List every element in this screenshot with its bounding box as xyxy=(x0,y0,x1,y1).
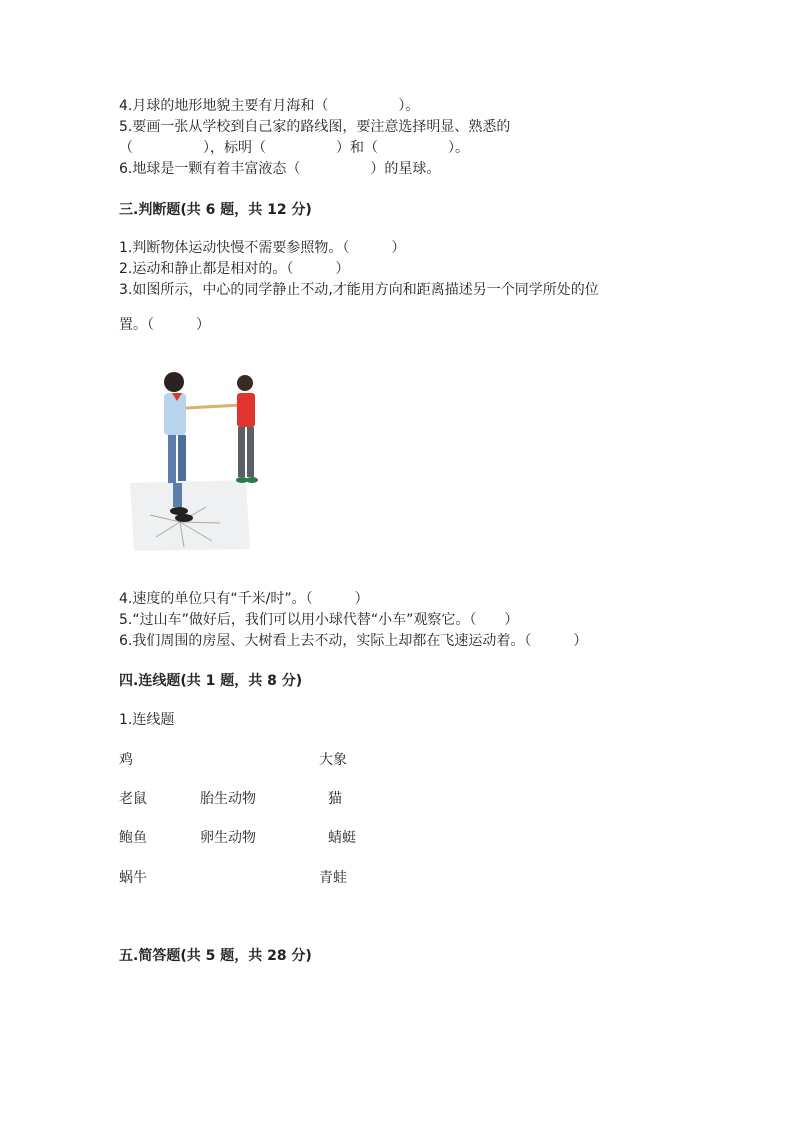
middle-item-oviparous: 卵生动物 xyxy=(200,830,256,846)
judge-question-4: 4.速度的单位只有“千米/时”。（ ） xyxy=(119,591,369,607)
judge-question-1: 1.判断物体运动快慢不需要参照物。（ ） xyxy=(119,240,406,256)
question-4-moon: 4.月球的地形地貌主要有月海和（ ）。 xyxy=(119,98,420,114)
question-5-line2: （ ），标明（ ）和（ ）。 xyxy=(119,140,469,156)
right-item-elephant: 大象 xyxy=(319,752,347,768)
measuring-stick xyxy=(186,405,242,408)
judge-question-2: 2.运动和静止都是相对的。（ ） xyxy=(119,261,350,277)
left-item-chicken: 鸡 xyxy=(119,752,133,768)
matching-question-1: 1.连线题 xyxy=(119,712,175,728)
question-6-earth: 6.地球是一颗有着丰富液态（ ）的星球。 xyxy=(119,161,441,177)
middle-item-viviparous: 胎生动物 xyxy=(200,791,256,807)
two-students-figure xyxy=(128,365,263,555)
left-item-fish: 鲍鱼 xyxy=(119,830,147,846)
judge-question-3-line2: 置。（ ） xyxy=(119,317,210,333)
section-5-heading: 五.简答题(共 5 题，共 28 分) xyxy=(119,948,312,964)
section-4-heading: 四.连线题(共 1 题，共 8 分) xyxy=(119,673,303,689)
judge-question-5: 5.“过山车”做好后，我们可以用小球代替“小车”观察它。（ ） xyxy=(119,612,519,628)
right-item-cat: 猫 xyxy=(328,791,342,807)
judge-question-6: 6.我们周围的房屋、大树看上去不动，实际上却都在飞速运动着。（ ） xyxy=(119,633,588,649)
section-3-heading: 三.判断题(共 6 题，共 12 分) xyxy=(119,202,312,218)
girl-figure xyxy=(236,375,258,483)
left-item-mouse: 老鼠 xyxy=(119,791,147,807)
right-item-frog: 青蛙 xyxy=(319,870,347,886)
left-item-snail: 蜗牛 xyxy=(119,870,147,886)
judge-question-3-line1: 3.如图所示，中心的同学静止不动,才能用方向和距离描述另一个同学所处的位 xyxy=(119,282,599,298)
question-5-line1: 5.要画一张从学校到自己家的路线图，要注意选择明显、熟悉的 xyxy=(119,119,511,135)
right-item-dragonfly: 蜻蜓 xyxy=(328,830,356,846)
